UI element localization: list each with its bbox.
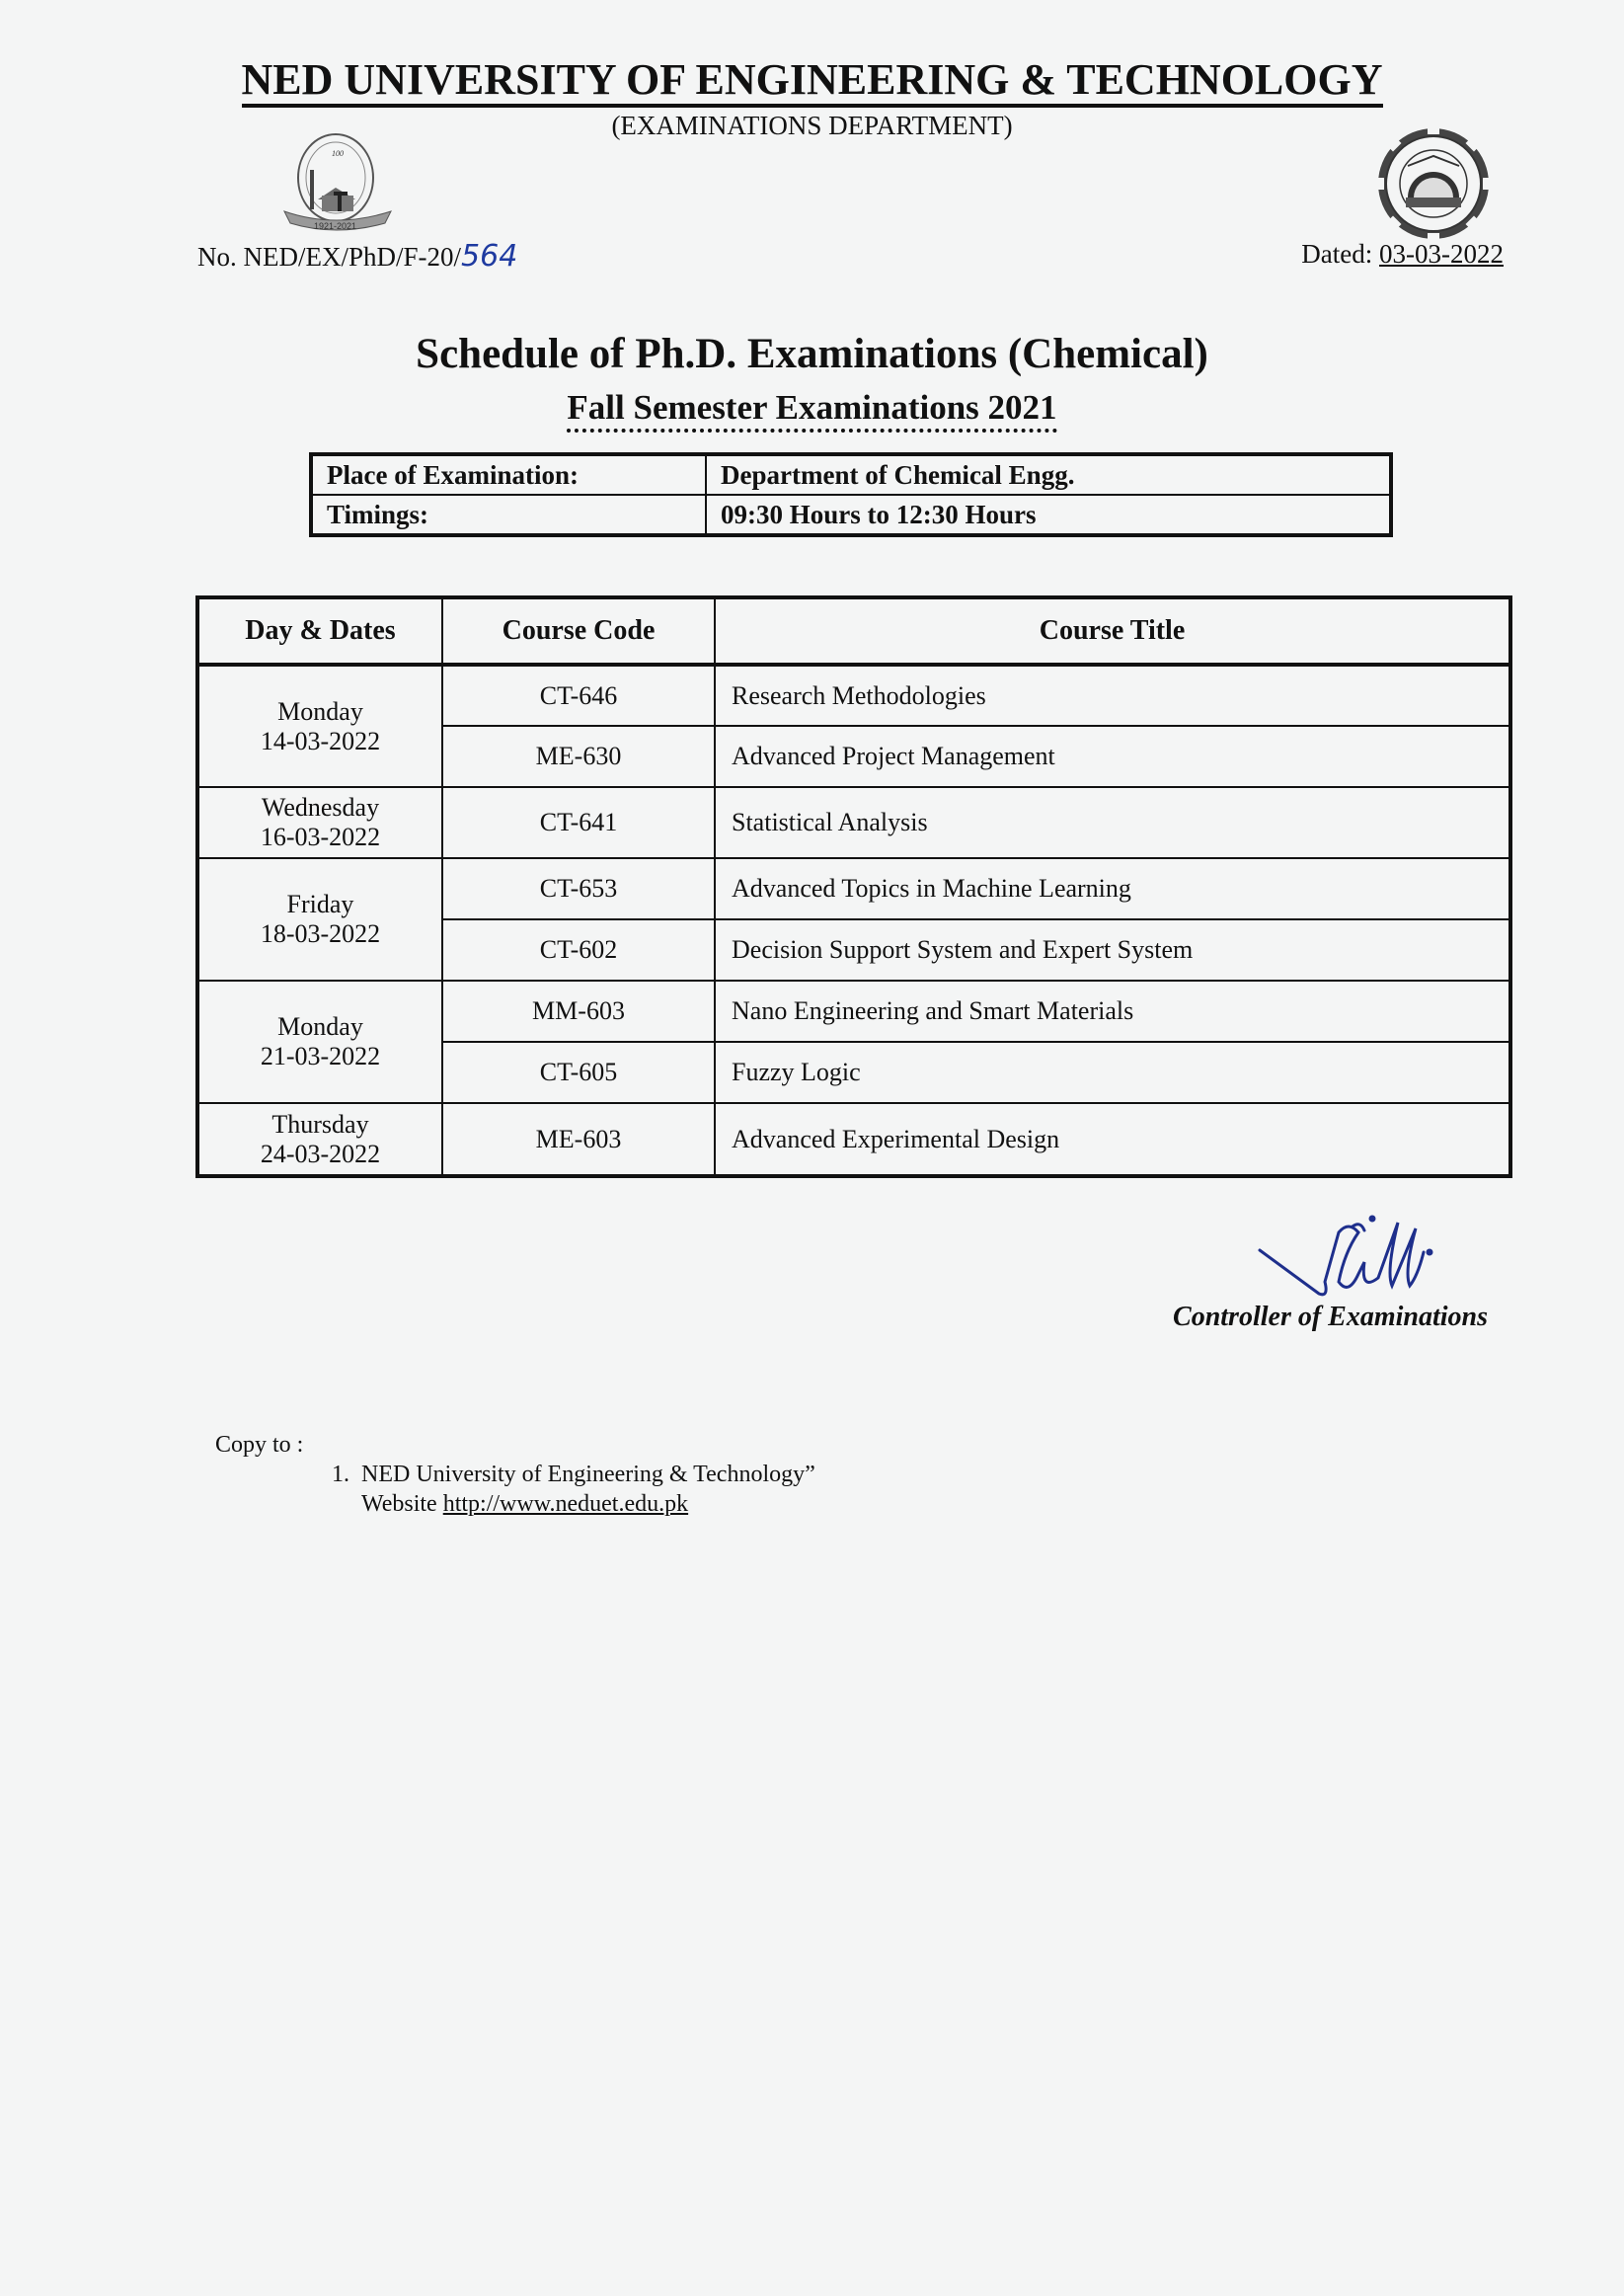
- header-course-title: Course Title: [715, 597, 1510, 665]
- table-row: [197, 858, 1510, 919]
- copy-to-item-text: NED University of Engineering & Technology”: [361, 1462, 815, 1487]
- timings-value: 09:30 Hours to 12:30 Hours: [706, 495, 1391, 535]
- table-row: [197, 981, 1510, 1042]
- day-name: Friday: [286, 890, 354, 918]
- course-title: Advanced Experimental Design: [715, 1103, 1510, 1176]
- course-code: MM-603: [442, 981, 715, 1042]
- table-row: [197, 787, 1510, 858]
- course-code: CT-646: [442, 665, 715, 726]
- course-title: Statistical Analysis: [715, 787, 1510, 858]
- dated-label: Dated:: [1301, 239, 1380, 269]
- exam-date: 14-03-2022: [260, 726, 381, 755]
- dated-value: 03-03-2022: [1379, 239, 1504, 269]
- copy-to-item: [332, 1460, 815, 1519]
- exam-info-table: [309, 452, 1393, 537]
- header-day-dates: Day & Dates: [197, 597, 442, 665]
- course-code: CT-605: [442, 1042, 715, 1103]
- place-value: Department of Chemical Engg.: [706, 454, 1391, 495]
- university-gear-logo-icon: [1368, 119, 1499, 249]
- copy-to-item-number: 1.: [332, 1462, 349, 1487]
- course-code: CT-653: [442, 858, 715, 919]
- svg-text:100: 100: [332, 149, 344, 158]
- reference-number: [197, 239, 517, 274]
- page-subtitle: [0, 387, 1624, 429]
- table-row: [197, 665, 1510, 726]
- day-date-cell: [197, 858, 442, 981]
- page-title: Schedule of Ph.D. Examinations (Chemical): [416, 331, 1208, 377]
- department-name: (EXAMINATIONS DEPARTMENT): [611, 111, 1013, 140]
- day-date-cell: [197, 1103, 442, 1176]
- copy-to-label: Copy to :: [215, 1432, 304, 1458]
- copy-to-item-line: [332, 1460, 815, 1489]
- date-line: [1301, 239, 1504, 270]
- schedule-table: [195, 595, 1512, 1178]
- university-name-text: NED UNIVERSITY OF ENGINEERING & TECHNOLOGY: [242, 55, 1383, 108]
- day-date-cell: [197, 981, 442, 1103]
- day-name: Thursday: [271, 1109, 369, 1139]
- university-name: [0, 55, 1624, 105]
- page-subtitle-text: Fall Semester Examinations 2021: [567, 388, 1056, 433]
- signature-icon: [1250, 1213, 1507, 1302]
- reference-prefix: No. NED/EX/PhD/F-20/: [197, 242, 462, 272]
- course-code: ME-630: [442, 726, 715, 787]
- course-code: ME-603: [442, 1103, 715, 1176]
- day-date-cell: [197, 665, 442, 787]
- day-date-cell: [197, 787, 442, 858]
- exam-date: 16-03-2022: [260, 823, 381, 851]
- timings-row: [311, 495, 1391, 535]
- exam-date: 21-03-2022: [260, 1042, 381, 1070]
- website-link[interactable]: http://www.neduet.edu.pk: [442, 1491, 689, 1517]
- day-name: Wednesday: [261, 793, 380, 822]
- copy-to-website-line: [332, 1489, 815, 1519]
- day-name: Monday: [277, 1012, 363, 1041]
- course-code: CT-641: [442, 787, 715, 858]
- course-title: Research Methodologies: [715, 665, 1510, 726]
- handwritten-reference-number: 564: [461, 239, 518, 274]
- exam-date: 24-03-2022: [260, 1139, 381, 1168]
- course-code: CT-602: [442, 919, 715, 981]
- day-name: Monday: [277, 696, 363, 726]
- exam-date: 18-03-2022: [260, 919, 381, 948]
- course-title: Fuzzy Logic: [715, 1042, 1510, 1103]
- course-title: Decision Support System and Expert System: [715, 919, 1510, 981]
- header-course-code: Course Code: [442, 597, 715, 665]
- controller-designation: Controller of Examinations: [1173, 1302, 1488, 1332]
- place-row: [311, 454, 1391, 495]
- timings-label: Timings:: [311, 495, 706, 535]
- course-title: Nano Engineering and Smart Materials: [715, 981, 1510, 1042]
- schedule-header-row: [197, 597, 1510, 665]
- place-label: Place of Examination:: [311, 454, 706, 495]
- course-title: Advanced Project Management: [715, 726, 1510, 787]
- logo-year: 1921-2021: [314, 221, 357, 231]
- course-title: Advanced Topics in Machine Learning: [715, 858, 1510, 919]
- website-label: Website: [361, 1491, 443, 1517]
- table-row: [197, 1103, 1510, 1176]
